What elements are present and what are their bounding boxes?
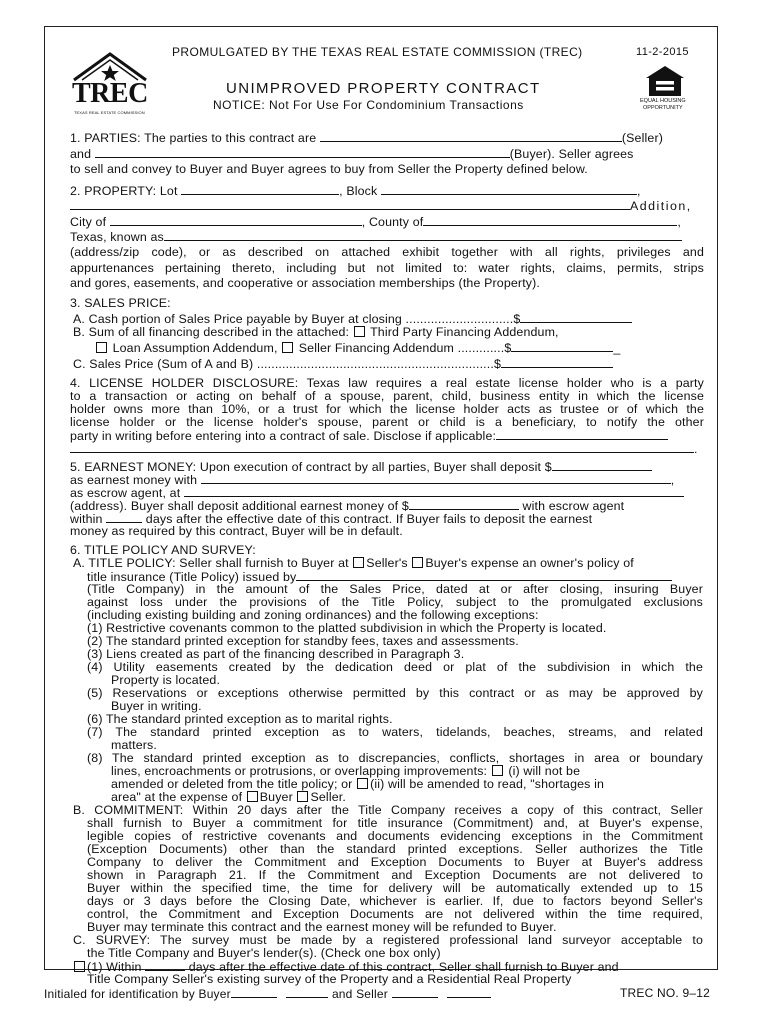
s5-line6: money as required by this contract, Buyer will be in default. (70, 524, 403, 538)
commitment-7: Buyer within the specified time, the time for delivery will be automatically extended up to 15 (87, 881, 703, 895)
loan-assumption-checkbox[interactable] (96, 342, 107, 353)
s6-a-line5: (including existing building and zoning ordinances) and the following exceptions: (87, 608, 539, 622)
form-number: TREC NO. 9–12 (620, 986, 710, 1000)
exception-2: (2) The standard printed exception for standby fees, taxes and assessments. (87, 634, 519, 648)
s2-line7: and gores, easements, and cooperative or association memberships (the Property). (70, 276, 540, 290)
disclosure-field[interactable] (496, 428, 668, 440)
exception-4b: Property is located. (111, 673, 221, 687)
buyer-name-field[interactable] (95, 146, 510, 158)
s3-heading: 3. SALES PRICE: (70, 296, 171, 310)
survey-3: (1) Within days after the effective date of this contract, Seller shall furnish to Buyer and (73, 959, 707, 974)
s4-line1: 4. LICENSE HOLDER DISCLOSURE: Texas law requires a real estate license holder who is a party (70, 376, 704, 390)
notice-line: NOTICE: Not For Use For Condominium Transactions (213, 98, 524, 112)
exception-8a: (8) The standard printed exception as to discrepancies, conflicts, shortages in area or boundary (87, 751, 703, 765)
addition-field[interactable] (70, 198, 630, 210)
buyer-initial-1[interactable] (231, 986, 277, 998)
will-not-be-amended-checkbox[interactable] (492, 765, 503, 776)
county-field[interactable] (423, 214, 677, 226)
s6-a-line2: title insurance (Title Policy) issued by (87, 569, 721, 584)
form-date: 11-2-2015 (636, 46, 689, 58)
logo-subtext: TEXAS REAL ESTATE COMMISSION (74, 110, 145, 115)
s1-line2: and (Buyer). Seller agrees (70, 147, 634, 161)
earnest-money-field[interactable] (552, 459, 652, 471)
exception-8d: area" at the expense of Buyer Seller. (111, 790, 346, 804)
buyer-expense-checkbox[interactable] (412, 557, 423, 568)
earnest-days-field[interactable] (106, 511, 142, 523)
sales-price-field[interactable] (501, 356, 613, 368)
s4-line3: holder owns more than 10%, or a trust for which the license holder acts as trustee or of which the (70, 402, 704, 416)
additional-earnest-field[interactable] (409, 498, 519, 510)
exception-5a: (5) Reservations or exceptions otherwise permitted by this contract or as may be approved by (87, 686, 703, 700)
s2-line1: 2. PROPERTY: Lot , Block , (70, 184, 641, 198)
disclosure-field-2[interactable] (70, 441, 694, 453)
s4-line5: party in writing before entering into a contract of sale. Disclose if applicable: (70, 428, 704, 443)
exception-1: (1) Restrictive covenants common to the platted subdivision in which the Property is located. (87, 621, 607, 635)
escrow-agent-field[interactable] (201, 472, 671, 484)
exception-7a: (7) The standard printed exception as to waters, tidelands, beaches, streams, and related (87, 725, 703, 739)
s5-line1: 5. EARNEST MONEY: Upon execution of contract by all parties, Buyer shall deposit $ (70, 459, 704, 474)
s6-a-line4: against loss under the provisions of the Title Policy, subject to the promulgated exclusions (87, 595, 703, 609)
s5-line3: as escrow agent, at (70, 485, 704, 500)
s5-line4: (address). Buyer shall deposit additional earnest money of $ with escrow agent (70, 499, 625, 513)
survey-1: C. SURVEY: The survey must be made by a registered professional land surveyor acceptable to (73, 933, 703, 947)
commitment-5: Company to deliver the Commitment and Exception Documents to Buyer at Buyer's address (87, 855, 703, 869)
will-be-amended-checkbox[interactable] (357, 778, 368, 789)
seller-expense-checkbox[interactable] (353, 557, 364, 568)
commitment-2: shall furnish to Buyer a commitment for title insurance (Commitment) and, at Buyer's expense, (87, 816, 703, 830)
survey-2: the Title Company and Buyer's lender(s). (Check one box only) (87, 946, 441, 960)
s2-line3: City of , County of , (70, 215, 681, 229)
commitment-8: days or 3 days before the Closing Date, whichever is earlier. If, due to factors beyond Seller's (87, 894, 703, 908)
s2-line2: Addition, (70, 198, 704, 213)
s2-line5: (address/zip code), or as described on attached exhibit together with all rights, privileges and (70, 245, 704, 259)
s3-line-c: C. Sales Price (Sum of A and B) ..................................................................$ (73, 356, 707, 371)
escrow-address-field[interactable] (184, 485, 684, 497)
commitment-10: Buyer may terminate this contract and the earnest money will be refunded to Buyer. (87, 920, 557, 934)
city-field[interactable] (110, 214, 362, 226)
commitment-4: (Exception Documents) other than the standard printed exceptions. Seller authorizes the Title (87, 842, 703, 856)
buyer-initial-2[interactable] (286, 986, 328, 998)
footer-initials: Initialed for identification by Buyer and Seller (44, 986, 491, 1001)
document-title: UNIMPROVED PROPERTY CONTRACT (226, 80, 541, 97)
seller-name-field[interactable] (320, 130, 622, 142)
exception-6: (6) The standard printed exception as to marital rights. (87, 712, 393, 726)
seller-financing-checkbox[interactable] (282, 342, 293, 353)
seller-initial-1[interactable] (392, 986, 438, 998)
s2-line4: Texas, known as (70, 229, 704, 244)
exception-5b: Buyer in writing. (111, 699, 202, 713)
promulgated-line: PROMULGATED BY THE TEXAS REAL ESTATE COMMISSION (TREC) (172, 45, 583, 59)
survey-days-field[interactable] (145, 959, 185, 971)
s6-a-line3: (Title Company) in the amount of the Sales Price, dated at or after closing, insuring Buyer (87, 582, 703, 596)
s3-line-a: A. Cash portion of Sales Price payable by Buyer at closing ..............................$ (73, 311, 707, 326)
commitment-3: legible copies of restrictive covenants and documents evidencing exceptions in the Commitment (87, 829, 703, 843)
exception-4a: (4) Utility easements created by the dedication deed or plat of the subdivision in which the (87, 660, 703, 674)
s6-a-line1: A. TITLE POLICY: Seller shall furnish to Buyer at Seller's Buyer's expense an owner's policy of (73, 556, 634, 570)
s4-line6: . (70, 441, 704, 456)
s6-heading: 6. TITLE POLICY AND SURVEY: (70, 543, 256, 557)
s3-line-b2: Loan Assumption Addendum, Seller Financing Addendum .............$ _ (95, 340, 729, 355)
exception-3: (3) Liens created as part of the financing described in Paragraph 3. (87, 647, 465, 661)
exception-8c: amended or deleted from the title policy; or (ii) will be amended to read, "shortages in (111, 777, 605, 791)
known-as-field[interactable] (164, 229, 682, 241)
block-field[interactable] (381, 183, 637, 195)
survey-option-1-checkbox[interactable] (74, 961, 85, 972)
buyer-expense-amend-checkbox[interactable] (247, 791, 258, 802)
s4-line4: license holder or the license holder's spouse, parent or child is a beneficiary, to notify the other (70, 415, 704, 429)
s3-line-b: B. Sum of all financing described in the attached: Third Party Financing Addendum, (73, 325, 559, 339)
cash-portion-field[interactable] (520, 311, 632, 323)
equal-housing-logo (636, 64, 694, 116)
seller-initial-2[interactable] (447, 986, 491, 998)
commitment-6: shown in Paragraph 21. If the Commitment and Exception Documents are not delivered to (87, 868, 703, 882)
eho-line2: OPPORTUNITY (643, 105, 683, 111)
lot-field[interactable] (181, 183, 339, 195)
s1-line1: 1. PARTIES: The parties to this contract are (Seller) (70, 131, 663, 145)
s2-line6: appurtenances pertaining thereto, including but not limited to: water rights, claims, permits, strips (70, 261, 704, 275)
title-company-field[interactable] (296, 569, 672, 581)
s4-line2: to a transaction or acting on behalf of a spouse, parent, child, business entity in which the license (70, 389, 704, 403)
seller-expense-amend-checkbox[interactable] (297, 791, 308, 802)
exception-7b: matters. (111, 738, 157, 752)
trec-logo (70, 50, 150, 120)
exception-8b: lines, encroachments or protrusions, or overlapping improvements: (i) will not be (111, 764, 581, 778)
s5-line5: within days after the effective date of this contract. If Buyer fails to deposit the earnest (70, 512, 593, 526)
s5-line2: as earnest money with , (70, 473, 675, 487)
logo-text: TREC (72, 78, 148, 109)
commitment-1: B. COMMITMENT: Within 20 days after the Title Company receives a copy of this contract, Seller (73, 803, 703, 817)
survey-line-4: Title Company Seller's existing survey of the Property and a Residential Real Property (87, 972, 572, 986)
s1-line3: to sell and convey to Buyer and Buyer agrees to buy from Seller the Property defined below. (70, 162, 588, 176)
financing-sum-field[interactable] (511, 340, 613, 352)
commitment-9: control, the Commitment and Exception Documents are not delivered within the time required, (87, 907, 703, 921)
equal-housing-icon (636, 64, 694, 98)
eho-line1: EQUAL HOUSING (640, 98, 686, 104)
third-party-financing-checkbox[interactable] (354, 326, 365, 337)
